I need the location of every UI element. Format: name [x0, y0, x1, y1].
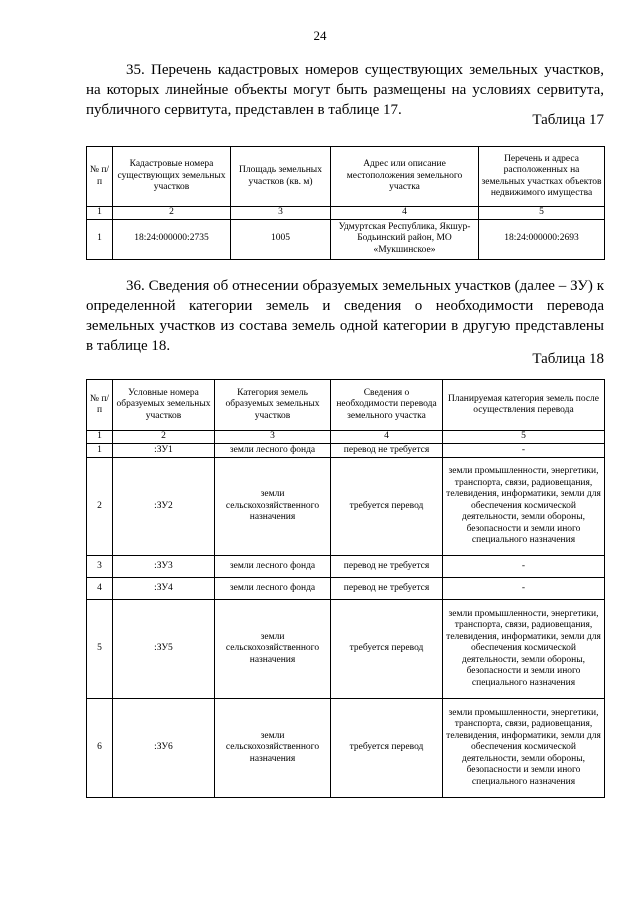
- t18-n1: 2: [113, 431, 215, 444]
- t17-n0: 1: [87, 207, 113, 220]
- t18-r2-c2: земли лесного фонда: [215, 556, 331, 578]
- t18-r1-c3: требуется перевод: [331, 458, 443, 556]
- table-row: [87, 699, 605, 798]
- table-18-header-row: [87, 380, 605, 431]
- section-36-paragraph: [86, 276, 604, 356]
- t18-r2-c0: 3: [87, 556, 113, 578]
- t18-r4-c2: земли сельскохозяйственного назначения: [215, 600, 331, 699]
- section-36-text: 36. Сведения об отнесении образуемых земельных участков (далее – ЗУ) к определенной категории земель и сведения о необходимости перевода земельных участков из состава земель одной категории в другую представлены в таблице 18.: [86, 278, 604, 354]
- table-17-header-row: [87, 147, 605, 207]
- t17-n2: 3: [231, 207, 331, 220]
- t18-r3-c2: земли лесного фонда: [215, 578, 331, 600]
- t18-h2: Категория земель образуемых земельных участков: [215, 380, 331, 431]
- t18-n0: 1: [87, 431, 113, 444]
- t18-r2-c3: перевод не требуется: [331, 556, 443, 578]
- t18-h1: Условные номера образуемых земельных участков: [113, 380, 215, 431]
- table-row: [87, 219, 605, 259]
- t17-r0-c4: 18:24:000000:2693: [479, 219, 605, 259]
- table-18-caption: Таблица 18: [532, 351, 604, 367]
- t18-r3-c3: перевод не требуется: [331, 578, 443, 600]
- t18-r4-c3: требуется перевод: [331, 600, 443, 699]
- t18-r3-c1: :ЗУ4: [113, 578, 215, 600]
- t18-h4: Планируемая категория земель после осуществления перевода: [443, 380, 605, 431]
- t18-r0-c1: :ЗУ1: [113, 444, 215, 458]
- t18-r5-c2: земли сельскохозяйственного назначения: [215, 699, 331, 798]
- table-17-number-row: [87, 207, 605, 220]
- table-row: [87, 556, 605, 578]
- t18-r4-c4: земли промышленности, энергетики, транспорта, связи, радиовещания, телевидения, информатики, земли для обеспечения космической деятельности, земли обороны, безопасности и земли иного специального назначения: [443, 600, 605, 699]
- t17-r0-c1: 18:24:000000:2735: [113, 219, 231, 259]
- t18-r3-c4: -: [443, 578, 605, 600]
- page-number: 24: [313, 28, 327, 43]
- table-row: [87, 444, 605, 458]
- t18-r0-c3: перевод не требуется: [331, 444, 443, 458]
- t18-r0-c2: земли лесного фонда: [215, 444, 331, 458]
- t18-r4-c0: 5: [87, 600, 113, 699]
- t18-r2-c4: -: [443, 556, 605, 578]
- t17-h2: Площадь земельных участков (кв. м): [231, 147, 331, 207]
- t18-r1-c1: :ЗУ2: [113, 458, 215, 556]
- t17-n4: 5: [479, 207, 605, 220]
- table-row: [87, 578, 605, 600]
- t18-n3: 4: [331, 431, 443, 444]
- t18-r2-c1: :ЗУ3: [113, 556, 215, 578]
- t18-h0: № п/п: [87, 380, 113, 431]
- t17-r0-c0: 1: [87, 219, 113, 259]
- t17-n1: 2: [113, 207, 231, 220]
- section-35-paragraph: [86, 60, 604, 120]
- t17-n3: 4: [331, 207, 479, 220]
- t18-r3-c0: 4: [87, 578, 113, 600]
- t18-r5-c4: земли промышленности, энергетики, транспорта, связи, радиовещания, телевидения, информатики, земли для обеспечения космической деятельности, земли обороны, безопасности и земли иного специального назначения: [443, 699, 605, 798]
- t18-r1-c0: 2: [87, 458, 113, 556]
- t18-r5-c3: требуется перевод: [331, 699, 443, 798]
- t18-r5-c0: 6: [87, 699, 113, 798]
- table-row: [87, 600, 605, 699]
- t17-h4: Перечень и адреса расположенных на земельных участках объектов недвижимого имущества: [479, 147, 605, 207]
- t18-r1-c4: земли промышленности, энергетики, транспорта, связи, радиовещания, телевидения, информатики, земли для обеспечения космической деятельности, земли обороны, безопасности и земли иного специального назначения: [443, 458, 605, 556]
- t18-r0-c0: 1: [87, 444, 113, 458]
- table-row: [87, 458, 605, 556]
- t18-r5-c1: :ЗУ6: [113, 699, 215, 798]
- t17-h0: № п/п: [87, 147, 113, 207]
- t18-n2: 3: [215, 431, 331, 444]
- table-18-number-row: [87, 431, 605, 444]
- t18-r4-c1: :ЗУ5: [113, 600, 215, 699]
- table-17: [86, 146, 605, 260]
- t18-r1-c2: земли сельскохозяйственного назначения: [215, 458, 331, 556]
- section-35-text: 35. Перечень кадастровых номеров существующих земельных участков, на которых линейные объекты могут быть размещены на условиях сервитута, публичного сервитута, представлен в таблице 17.: [86, 62, 604, 118]
- t17-h1: Кадастровые номера существующих земельных участков: [113, 147, 231, 207]
- t17-r0-c2: 1005: [231, 219, 331, 259]
- t17-r0-c3: Удмуртская Республика, Якшур-Бодьинский район, МО «Мукшинское»: [331, 219, 479, 259]
- t18-n4: 5: [443, 431, 605, 444]
- table-18: [86, 379, 605, 798]
- t18-h3: Сведения о необходимости перевода земельного участка: [331, 380, 443, 431]
- t17-h3: Адрес или описание местоположения земельного участка: [331, 147, 479, 207]
- t18-r0-c4: -: [443, 444, 605, 458]
- table-17-caption: Таблица 17: [532, 112, 604, 128]
